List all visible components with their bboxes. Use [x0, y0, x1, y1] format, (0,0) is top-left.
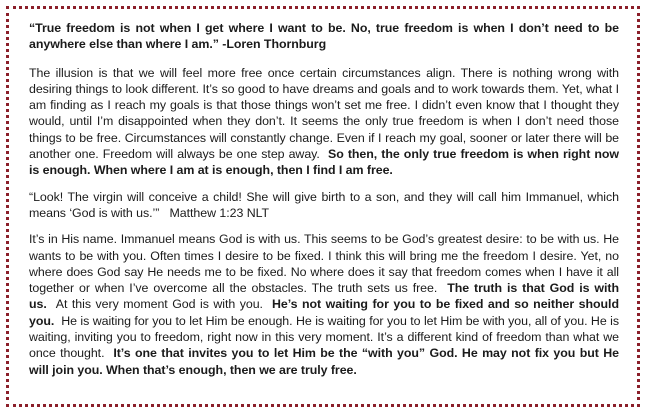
- epigraph-text: “True freedom is not when I get where I want to be. No, true freedom is when I don’t need to be anywhere else than where I am.” -Loren Thornburg: [29, 21, 619, 52]
- paragraph-freedom: [29, 65, 619, 179]
- paragraph-freedom-text: The illusion is that we will feel more free once certain circumstances align. There is nothing wrong with desiring things to look different. It’s so good to have dreams and goals and to work towards them. Yet, what I am finding as I reach my goals is that those things won’t set me free. I didn’t even know that I thought they would, until I’m disappointed when they don’t. It seems the only true freedom is when I don’t need those things to be free. Circumstances will constantly change. Even if I reach my goal, sooner or later there will be another one. Freedom will always be one step away.: [29, 65, 619, 162]
- epigraph-quote: [29, 20, 619, 53]
- paragraph-immanuel-part1: It’s in His name. Immanuel means God is with us. This seems to be God’s greatest desire: to be with us. He wants to be with you. Often times I desire to be fixed. I think this will bring me the freedom I desire. Yet, no where does God say He needs me to be fixed. No where does it say that freedom comes when I have it all together or when I’ve overcome all the obstacles. The truth sets us free.: [29, 232, 619, 296]
- paragraph-immanuel-bold1: The truth is that God is with us.: [29, 281, 619, 312]
- paragraph-immanuel-part3: He is waiting for you to let Him be enough. He is waiting for you to let Him be with you, all of you. He is waiting, inviting you to freedom, right now in this very moment. It’s a different kind of freedom than what we once thought.: [29, 313, 619, 361]
- scripture-quote: [29, 189, 619, 222]
- paragraph-immanuel-bold2: He’s not waiting for you to be fixed and so neither should you.: [29, 297, 619, 328]
- scripture-reference: Matthew 1:23 NLT: [169, 205, 270, 220]
- devotional-text: [29, 20, 619, 378]
- paragraph-freedom-bold: So then, the only true freedom is when right now is enough. When where I am at is enough, then I find I am free.: [29, 147, 619, 178]
- paragraph-immanuel: [29, 231, 619, 378]
- paragraph-immanuel-bold3: It’s one that invites you to let Him be the “with you” God. He may not fix you but He will join you. When that’s enough, then we are truly free.: [29, 346, 619, 377]
- scripture-text: “Look! The virgin will conceive a child! She will give birth to a son, and they will call him Immanuel, which means ‘God is with us.’”: [29, 189, 619, 220]
- paragraph-immanuel-part2: At this very moment God is with you.: [55, 297, 263, 312]
